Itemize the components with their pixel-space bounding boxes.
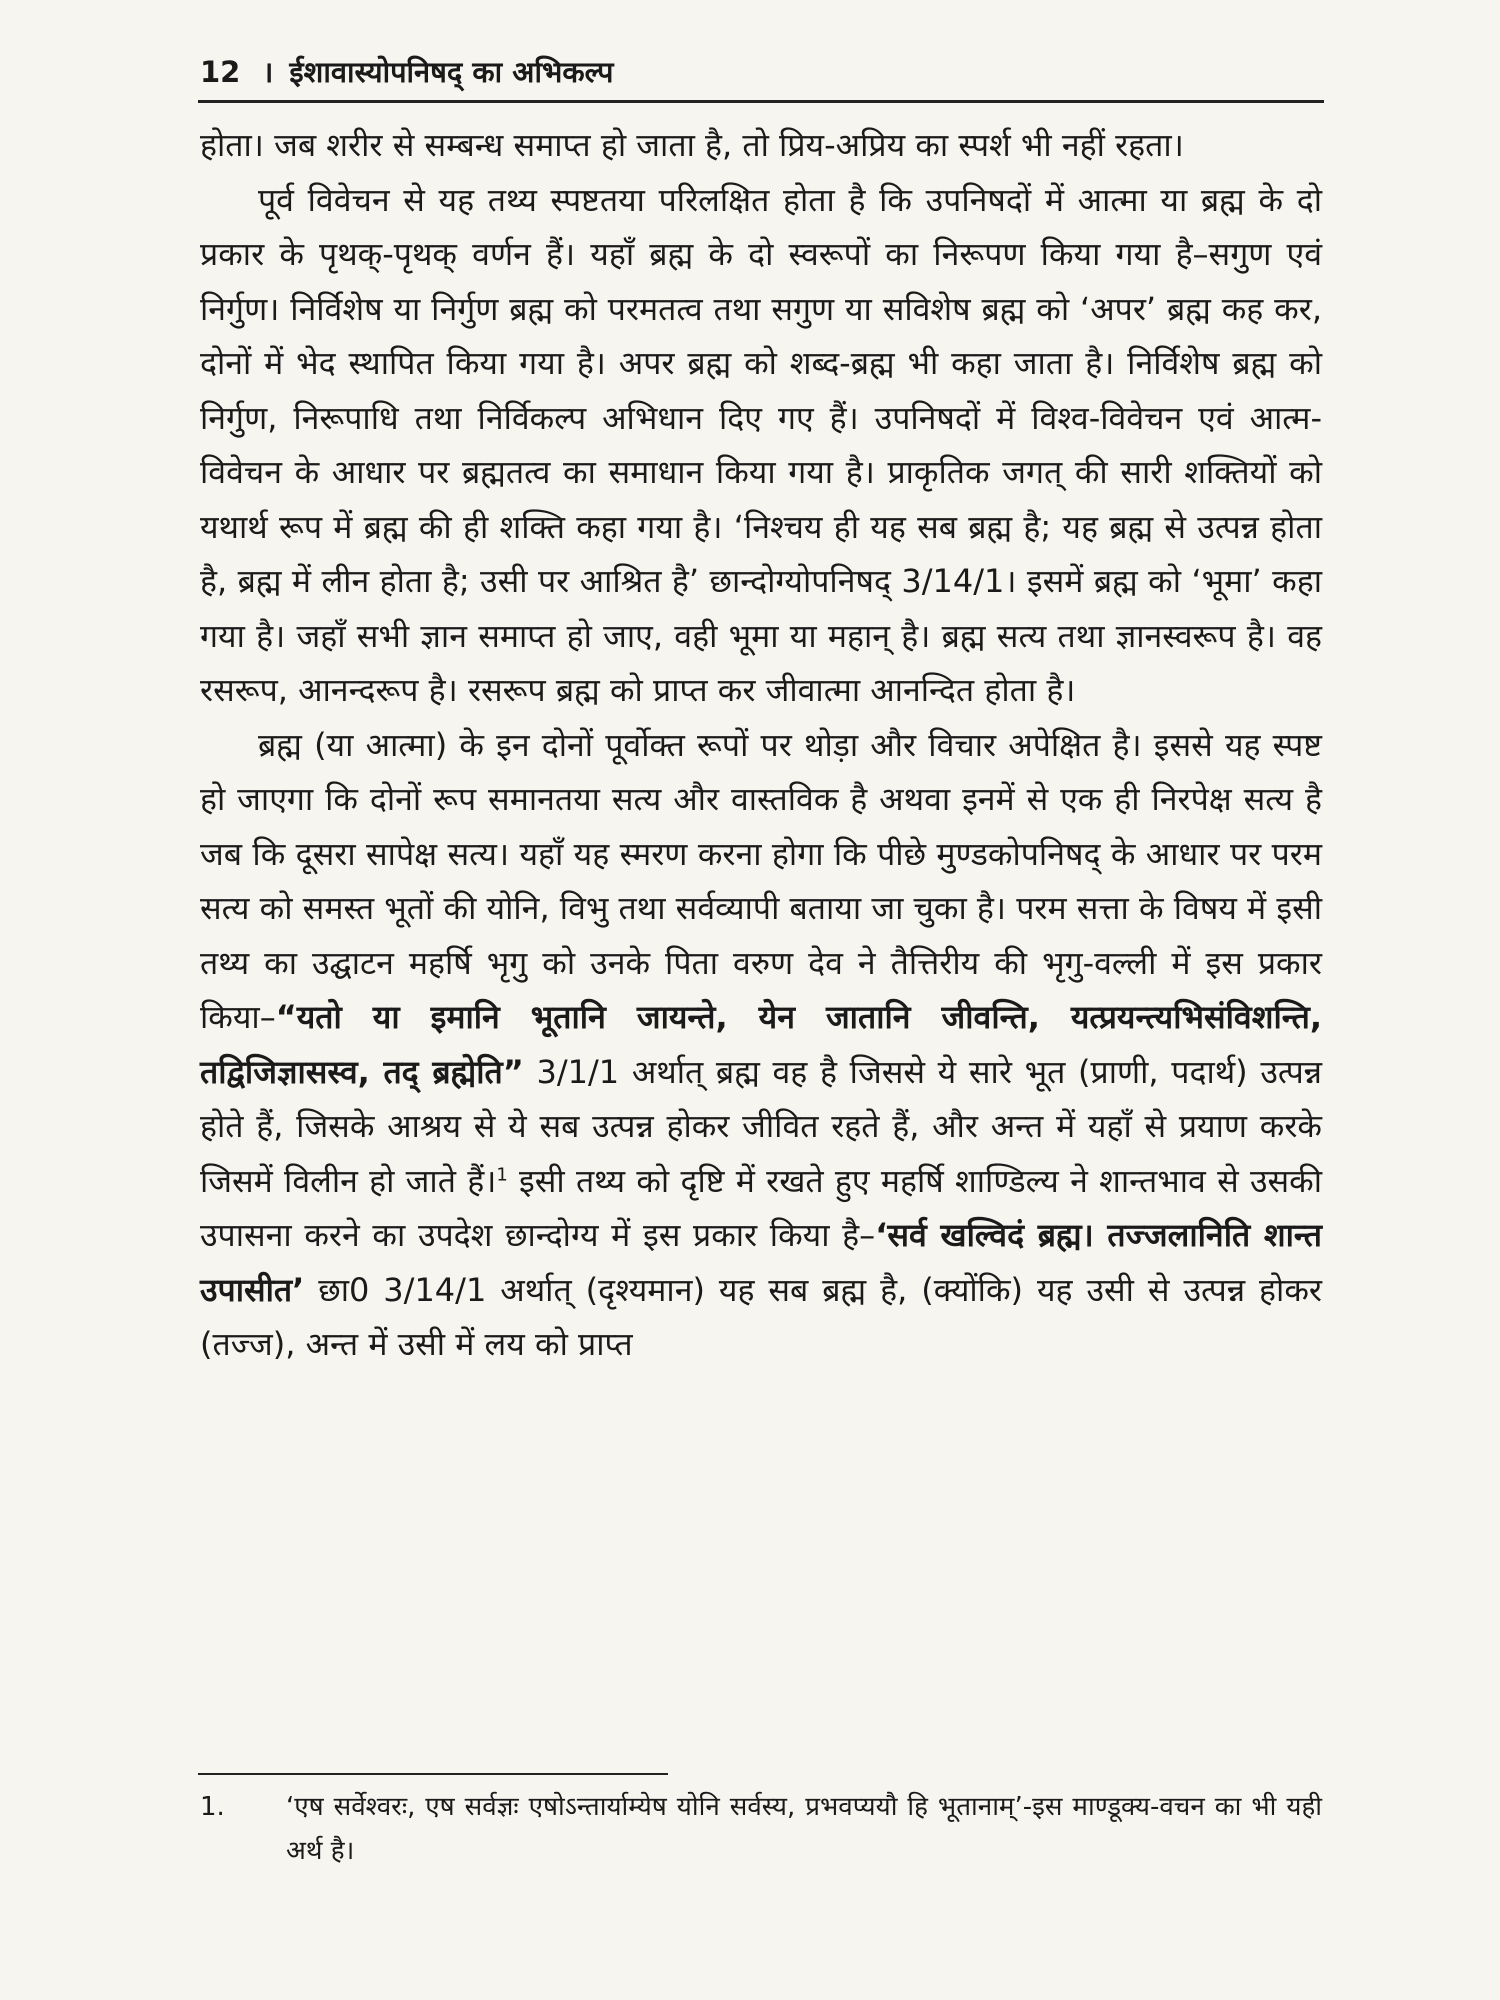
footnote (200, 1785, 1322, 1873)
sanskrit-quote-taittiriya: “यतो या इमानि भूतानि जायन्ते, येन जातानि जीवन्ति, यत्प्रयन्त्यभिसंविशन्ति, तद्विजिज्ञासस्व, तद् ब्रह्मेति” (200, 998, 1322, 1091)
running-header (200, 52, 1320, 102)
paragraph-3-part-d: छा0 3/14/1 अर्थात् (दृश्यमान) यह सब ब्रह्म है, (क्योंकि) यह उसी से उत्पन्न होकर (तज्ज), अन्त में उसी में लय को प्राप्त (200, 1270, 1322, 1363)
paragraph-3-part-b: 3/1/1 अर्थात् ब्रह्म वह है जिससे ये सारे भूत (प्राणी, पदार्थ) उत्पन्न होते हैं, जिसके आश्रय से ये सब उत्पन्न होकर जीवित रहते हैं, और अन्त में यहाँ से प्रयाण करके जिसमें विलीन हो जाते हैं। (200, 1052, 1322, 1200)
paragraph-1: होता। जब शरीर से सम्बन्ध समाप्त हो जाता है, तो प्रिय-अप्रिय का स्पर्श भी नहीं रहता। (200, 126, 1184, 164)
body-text (200, 118, 1322, 1372)
footnote-reference: 1 (496, 1163, 508, 1185)
header-separator: । (262, 55, 274, 89)
paragraph-3 (200, 718, 1322, 1372)
footnote-number: 1. (200, 1792, 225, 1822)
sanskrit-quote-chandogya: ‘सर्व खल्विदं ब्रह्म। तज्जलानिति शान्त उपासीत’ (200, 1216, 1322, 1309)
book-title: ईशावास्योपनिषद् का अभिकल्प (289, 55, 614, 89)
footnote-rule (198, 1773, 668, 1775)
paragraph-3-part-c: इसी तथ्य को दृष्टि में रखते हुए महर्षि शाण्डिल्य ने शान्तभाव से उसकी उपासना करने का उपदेश छान्दोग्य में इस प्रकार किया है– (200, 1161, 1323, 1254)
paragraph-3-part-a: ब्रह्म (या आत्मा) के इन दोनों पूर्वोक्त रूपों पर थोड़ा और विचार अपेक्षित है। इससे यह स्पष्ट हो जाएगा कि दोनों रूप समानतया सत्य और वास्तविक है अथवा इनमें से एक ही निरपेक्ष सत्य है जब कि दूसरा सापेक्ष सत्य। यहाँ यह स्मरण करना होगा कि पीछे मुण्डकोपनिषद् के आधार पर परम सत्य को समस्त भूतों की योनि, विभु तथा सर्वव्यापी बताया जा चुका है। परम सत्ता के विषय में इसी तथ्य का उद्घाटन महर्षि भृगु को उनके पिता वरुण देव ने तैत्तिरीय की भृगु-वल्ली में इस प्रकार किया– (200, 725, 1322, 1036)
page-number: 12 (200, 55, 241, 89)
header-rule (198, 100, 1324, 103)
footnote-text: ‘एष सर्वेश्वरः, एष सर्वज्ञः एषोऽन्तार्याम्येष योनि सर्वस्य, प्रभवप्ययौ हि भूतानाम्’-इस माण्डूक्य-वचन का भी यही अर्थ है। (286, 1792, 1322, 1866)
paragraph-2: पूर्व विवेचन से यह तथ्य स्पष्टतया परिलक्षित होता है कि उपनिषदों में आत्मा या ब्रह्म के दो प्रकार के पृथक्-पृथक् वर्णन हैं। यहाँ ब्रह्म के दो स्वरूपों का निरूपण किया गया है–सगुण एवं निर्गुण। निर्विशेष या निर्गुण ब्रह्म को परमतत्व तथा सगुण या सविशेष ब्रह्म को ‘अपर’ ब्रह्म कह कर, दोनों में भेद स्थापित किया गया है। अपर ब्रह्म को शब्द-ब्रह्म भी कहा जाता है। निर्विशेष ब्रह्म को निर्गुण, निरूपाधि तथा निर्विकल्प अभिधान दिए गए हैं। उपनिषदों में विश्व-विवेचन एवं आत्म-विवेचन के आधार पर ब्रह्मतत्व का समाधान किया गया है। प्राकृतिक जगत् की सारी शक्तियों को यथार्थ रूप में ब्रह्म की ही शक्ति कहा गया है। ‘निश्चय ही यह सब ब्रह्म है; यह ब्रह्म से उत्पन्न होता है, ब्रह्म में लीन होता है; उसी पर आश्रित है’ छान्दोग्योपनिषद् 3/14/1। इसमें ब्रह्म को ‘भूमा’ कहा गया है। जहाँ सभी ज्ञान समाप्त हो जाए, वही भूमा या महान् है। ब्रह्म सत्य तथा ज्ञानस्वरूप है। वह रसरूप, आनन्दरूप है। रसरूप ब्रह्म को प्राप्त कर जीवात्मा आनन्दित होता है। (200, 180, 1322, 709)
